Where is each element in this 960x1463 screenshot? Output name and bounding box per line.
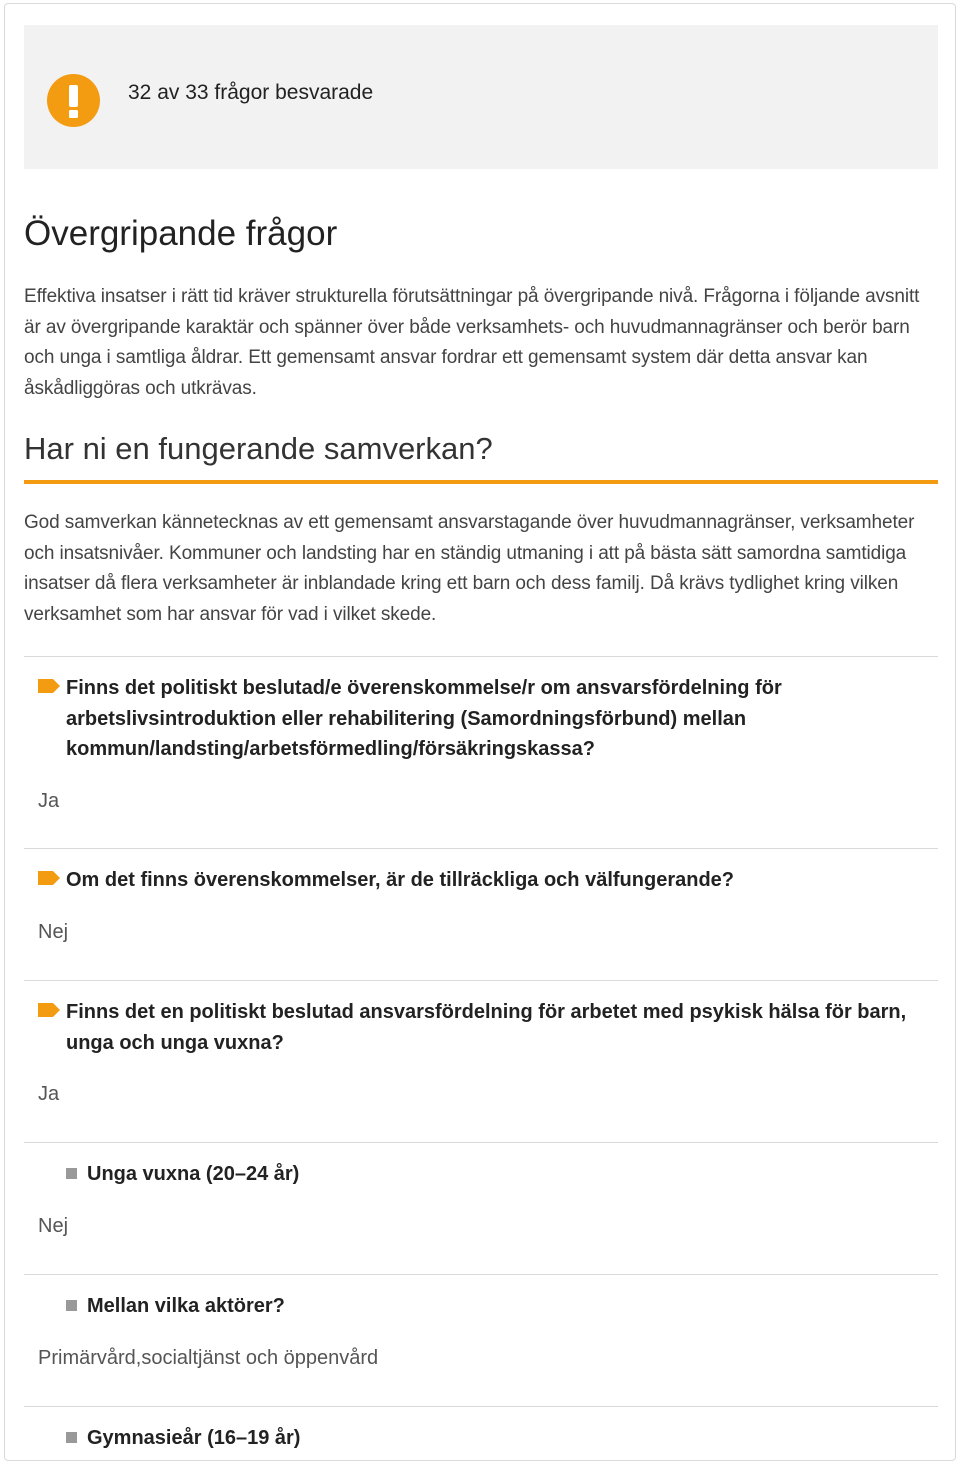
square-bullet-icon bbox=[66, 1300, 77, 1311]
question-item bbox=[24, 848, 938, 980]
square-bullet-icon bbox=[66, 1432, 77, 1443]
question-text-wrap bbox=[24, 1407, 938, 1454]
question-text-wrap bbox=[24, 981, 938, 1058]
question-text: Gymnasieår (16–19 år) bbox=[87, 1427, 301, 1449]
subsection-title: Har ni en fungerande samverkan? bbox=[24, 431, 493, 466]
answer-text: Ja bbox=[38, 1083, 60, 1105]
question-list bbox=[24, 656, 938, 1457]
question-text-wrap bbox=[24, 657, 938, 765]
question-item bbox=[24, 1274, 938, 1406]
answer-text: Nej bbox=[38, 920, 69, 943]
question-text: Finns det politiskt beslutad/e överenskommelse/r om ansvarsfördelning för arbetslivsintroduktion eller rehabilitering (Samordningsförbund) mellan kommun/landsting/arbetsförmedling/försäkringskassa? bbox=[66, 677, 782, 760]
question-text: Om det finns överenskommelser, är de tillräckliga och välfungerande? bbox=[66, 869, 734, 891]
answer-text: Nej bbox=[38, 1214, 69, 1237]
question-text-wrap bbox=[24, 849, 938, 896]
survey-content bbox=[24, 25, 938, 1457]
question-text-wrap bbox=[24, 1275, 938, 1322]
question-text-wrap bbox=[24, 1143, 938, 1190]
subsection-intro: God samverkan kännetecknas av ett gemensamt ansvarstagande över huvudmannagränser, verksamheter och insatsnivåer. Kommuner och landsting har en ständig utmaning i att på bästa sätt samordna samtidiga insatser då flera verksamheter är inblandade kring ett barn och dess familj. Då krävs tydlighet kring vilken verksamhet som har ansvar för vad i vilket skede. bbox=[24, 512, 915, 625]
question-item bbox=[24, 1406, 938, 1457]
question-text: Unga vuxna (20–24 år) bbox=[87, 1163, 300, 1185]
square-bullet-icon bbox=[66, 1168, 77, 1179]
tag-icon bbox=[38, 679, 60, 693]
tag-icon bbox=[38, 1003, 60, 1017]
question-item bbox=[24, 980, 938, 1142]
question-text: Finns det en politiskt beslutad ansvarsfördelning för arbetet med psykisk hälsa för barn, unga och unga vuxna? bbox=[66, 1001, 907, 1054]
section-intro: Effektiva insatser i rätt tid kräver strukturella förutsättningar på övergripande nivå. Frågorna i följande avsnitt är av övergripande karaktär och spänner över både verksamhets- och huvudmannagränser och berör barn och unga i samtliga åldrar. Ett gemensamt ansvar fordrar ett gemensamt system där detta ansvar kan åskådliggöras och utkrävas. bbox=[24, 286, 920, 399]
section-title: Övergripande frågor bbox=[24, 214, 338, 253]
subsection-divider bbox=[24, 480, 938, 484]
progress-status-text: 32 av 33 frågor besvarade bbox=[128, 81, 374, 104]
tag-icon bbox=[38, 871, 60, 885]
answer-text: Ja bbox=[38, 789, 60, 812]
question-item bbox=[24, 1142, 938, 1274]
exclamation-icon bbox=[47, 74, 100, 127]
progress-status-box bbox=[24, 25, 938, 169]
question-text: Mellan vilka aktörer? bbox=[87, 1295, 285, 1317]
question-item bbox=[24, 656, 938, 848]
answer-text: Primärvård,socialtjänst och öppenvård bbox=[38, 1346, 379, 1369]
